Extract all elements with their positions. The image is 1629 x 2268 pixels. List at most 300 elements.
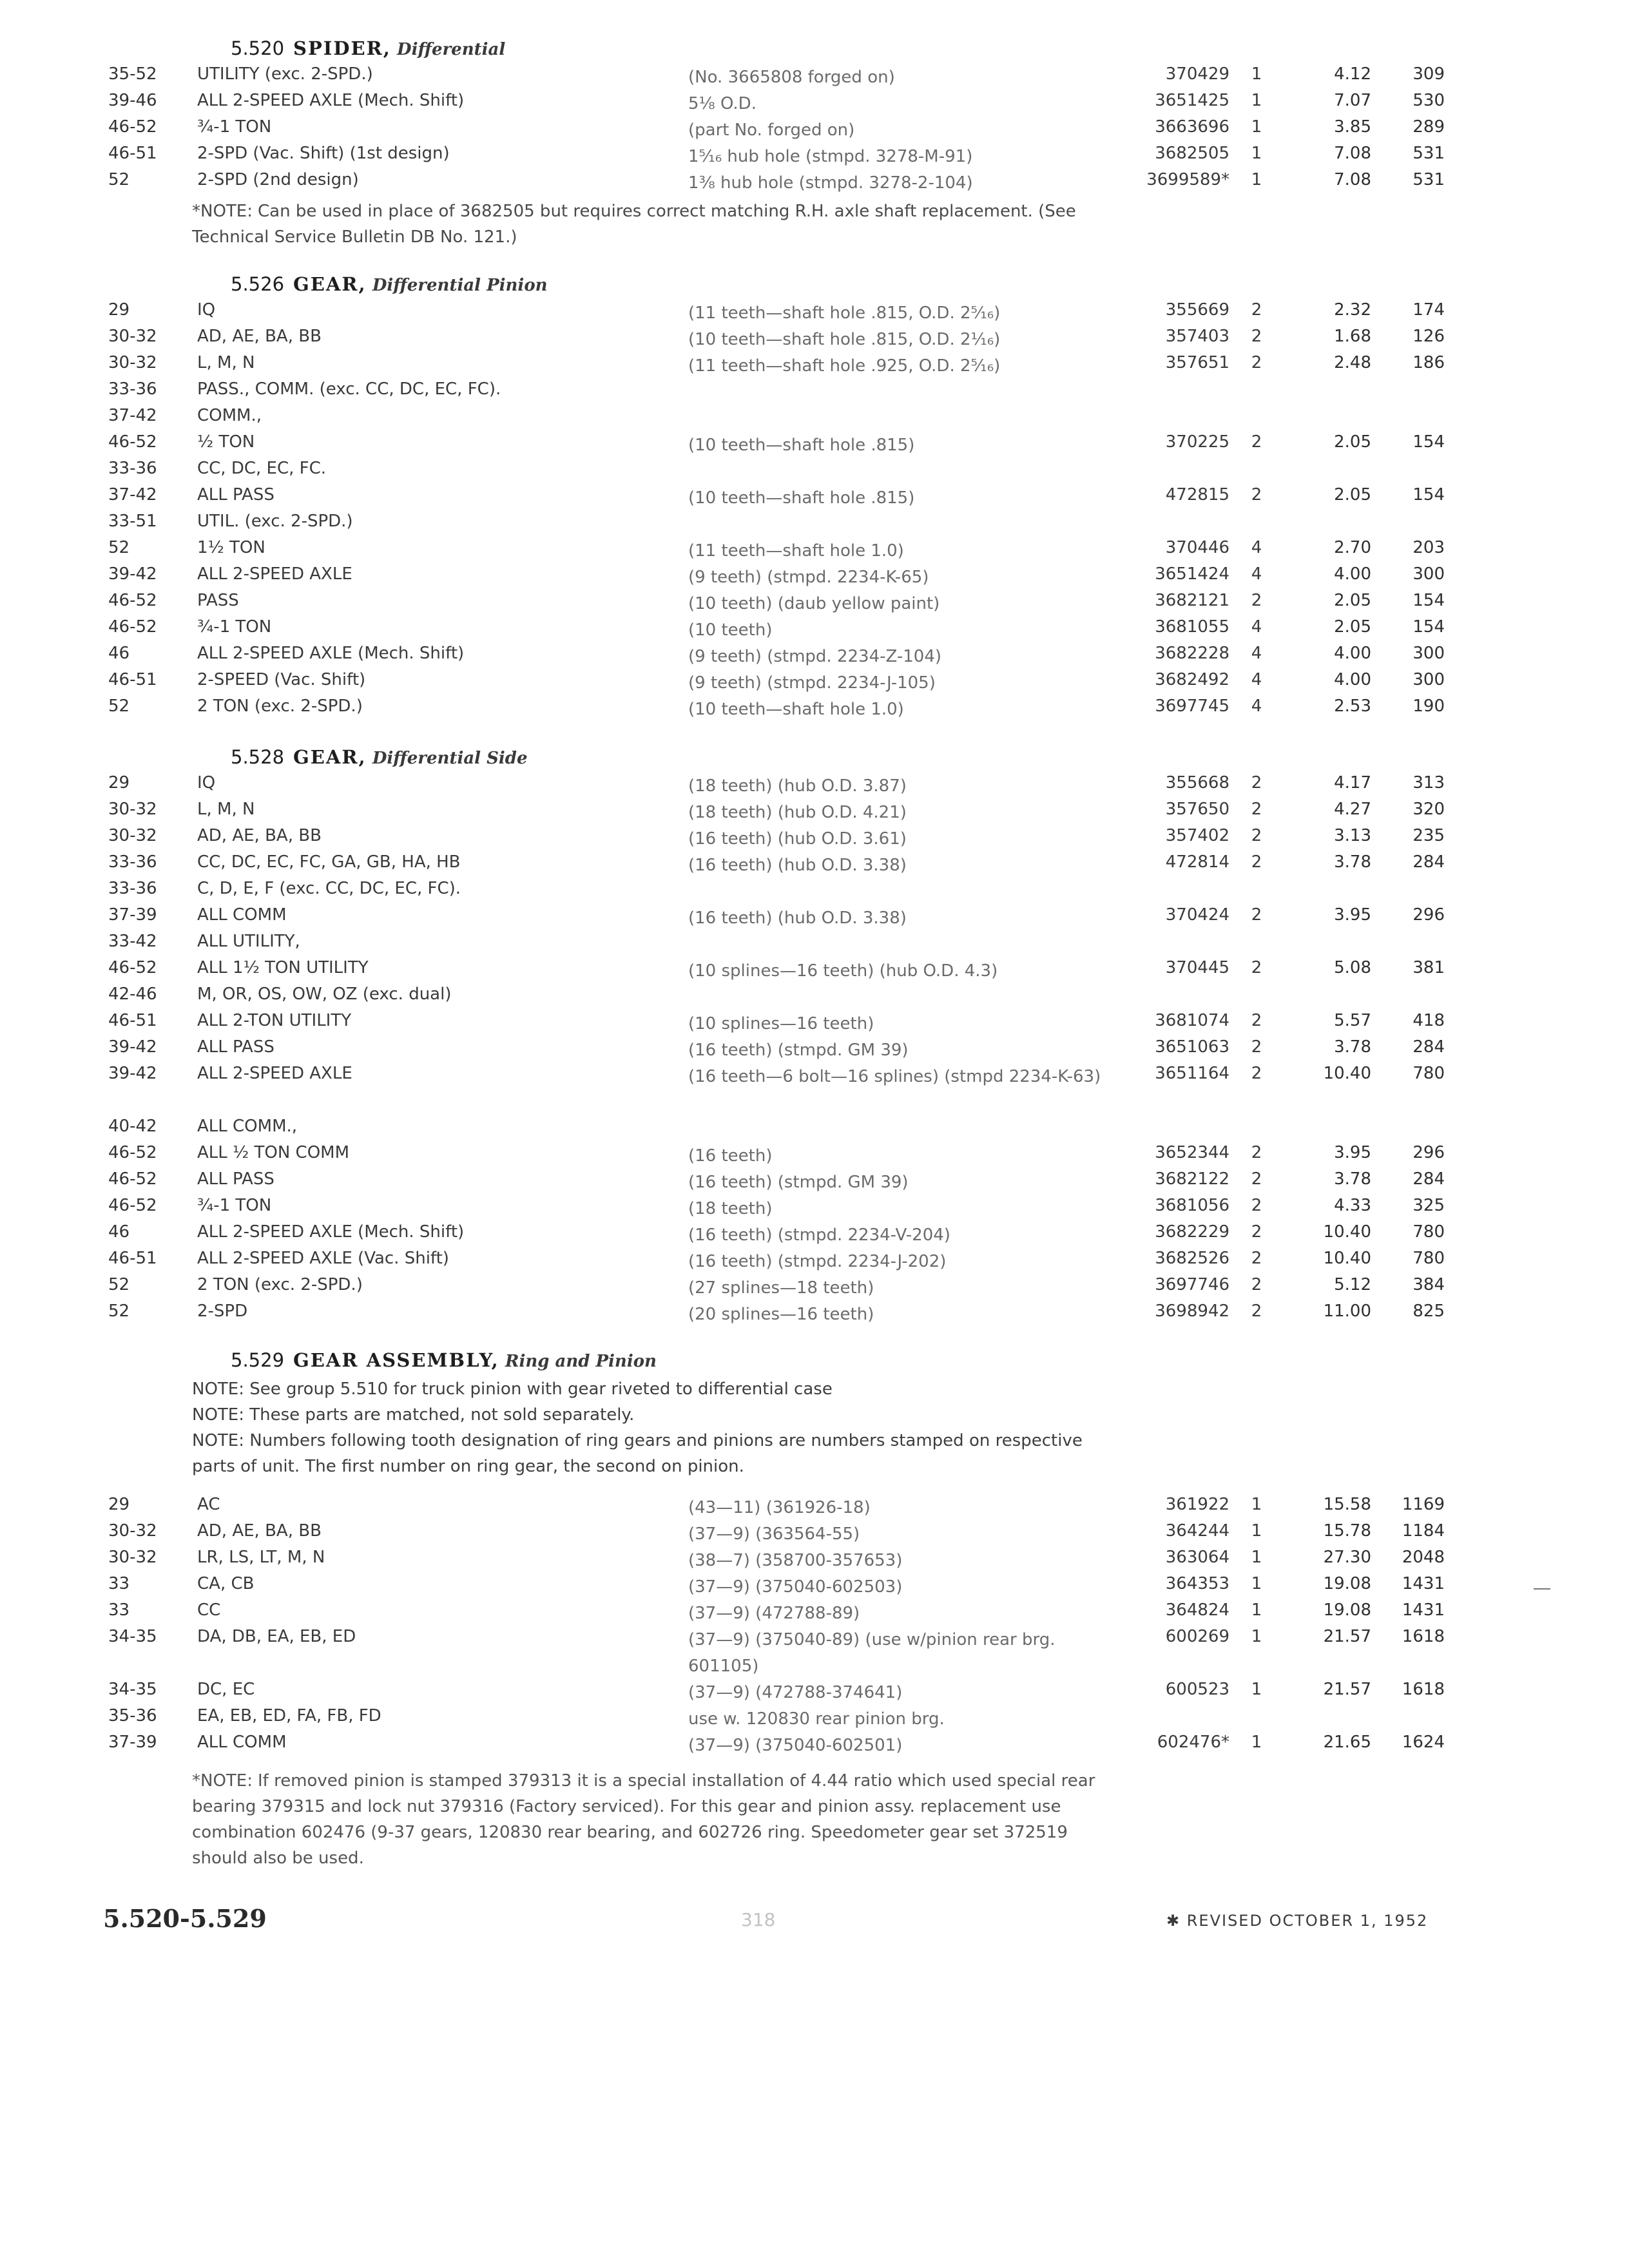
row-years: 46-52 (108, 617, 157, 637)
row-price: 3.13 (1334, 826, 1371, 845)
row-years: 39-42 (108, 1037, 157, 1057)
row-part-number: 370446 (1165, 538, 1229, 557)
table-row (0, 459, 1629, 485)
table-row (0, 144, 1629, 170)
row-years: 29 (108, 300, 130, 320)
row-part-number: 357402 (1165, 826, 1229, 845)
row-years: 35-52 (108, 64, 157, 84)
row-models: CC, DC, EC, FC, GA, GB, HA, HB (197, 852, 461, 872)
row-price: 10.40 (1323, 1222, 1371, 1242)
row-price: 2.05 (1334, 617, 1371, 637)
row-models: CC, DC, EC, FC. (197, 459, 327, 478)
row-list-price: 313 (1412, 773, 1445, 793)
row-part-number: 363064 (1165, 1548, 1229, 1567)
row-models: LR, LS, LT, M, N (197, 1548, 325, 1567)
row-list-price: 154 (1412, 617, 1445, 637)
row-description: (18 teeth) (hub O.D. 3.87) (688, 776, 907, 796)
section-number: 5.526 (231, 273, 285, 295)
table-row (0, 985, 1629, 1011)
row-description: (37—9) (375040-602501) (688, 1736, 903, 1755)
row-list-price: 203 (1412, 538, 1445, 557)
row-description: (part No. forged on) (688, 120, 855, 140)
row-models: AD, AE, BA, BB (197, 1521, 322, 1541)
row-models: ALL PASS (197, 485, 275, 505)
table-row (0, 1143, 1629, 1169)
row-quantity: 2 (1251, 905, 1262, 925)
row-quantity: 2 (1251, 958, 1262, 977)
row-models: AD, AE, BA, BB (197, 327, 322, 346)
row-quantity: 1 (1251, 91, 1262, 110)
table-row (0, 1574, 1629, 1600)
row-quantity: 1 (1251, 1548, 1262, 1567)
row-years: 42-46 (108, 985, 157, 1004)
row-part-number: 3682122 (1155, 1169, 1229, 1189)
row-models: ALL COMM., (197, 1117, 298, 1136)
row-years: 52 (108, 170, 130, 189)
row-years: 46 (108, 644, 130, 663)
row-price: 21.65 (1323, 1733, 1371, 1752)
row-part-number: 3699589* (1146, 170, 1229, 189)
row-years: 30-32 (108, 800, 157, 819)
row-part-number: 3697746 (1155, 1275, 1229, 1294)
row-quantity: 4 (1251, 617, 1262, 637)
row-list-price: 2048 (1402, 1548, 1445, 1567)
row-quantity: 1 (1251, 1495, 1262, 1514)
row-description: (10 teeth—shaft hole 1.0) (688, 700, 904, 719)
row-quantity: 2 (1251, 591, 1262, 610)
row-part-number: 370429 (1165, 64, 1229, 84)
row-quantity: 2 (1251, 800, 1262, 819)
table-row (0, 1600, 1629, 1627)
row-description: (9 teeth) (stmpd. 2234-K-65) (688, 568, 929, 587)
row-part-number: 355668 (1165, 773, 1229, 793)
row-years: 30-32 (108, 327, 157, 346)
row-part-number: 370424 (1165, 905, 1229, 925)
row-years: 37-42 (108, 485, 157, 505)
row-part-number: 602476* (1157, 1733, 1229, 1752)
row-models: ALL COMM (197, 1733, 287, 1752)
row-list-price: 154 (1412, 591, 1445, 610)
row-models: ALL 2-TON UTILITY (197, 1011, 352, 1030)
row-price: 4.33 (1334, 1196, 1371, 1215)
section-number: 5.520 (231, 37, 285, 59)
row-part-number: 364244 (1165, 1521, 1229, 1541)
table-row (0, 958, 1629, 985)
row-description: 1⅜ hub hole (stmpd. 3278-2-104) (688, 173, 973, 193)
row-list-price: 825 (1412, 1302, 1445, 1321)
row-list-price: 1169 (1402, 1495, 1445, 1514)
row-models: DC, EC (197, 1680, 255, 1699)
row-years: 35-36 (108, 1706, 157, 1725)
row-description: (16 teeth) (stmpd. 2234-V-204) (688, 1225, 950, 1245)
row-years: 30-32 (108, 1521, 157, 1541)
row-price: 19.08 (1323, 1574, 1371, 1593)
row-models: AC (197, 1495, 220, 1514)
row-price: 2.05 (1334, 432, 1371, 452)
row-part-number: 3682121 (1155, 591, 1229, 610)
row-price: 4.12 (1334, 64, 1371, 84)
row-price: 4.00 (1334, 670, 1371, 689)
row-years: 37-39 (108, 905, 157, 925)
row-quantity: 4 (1251, 644, 1262, 663)
row-years: 33-51 (108, 512, 157, 531)
table-row (0, 1521, 1629, 1548)
row-part-number: 472814 (1165, 852, 1229, 872)
row-models: C, D, E, F (exc. CC, DC, EC, FC). (197, 879, 461, 898)
table-row (0, 485, 1629, 512)
row-quantity: 2 (1251, 1196, 1262, 1215)
row-years: 37-39 (108, 1733, 157, 1752)
row-models: IQ (197, 300, 216, 320)
row-list-price: 1184 (1402, 1521, 1445, 1541)
table-row (0, 800, 1629, 826)
table-row (0, 1064, 1629, 1117)
row-years: 46-51 (108, 1249, 157, 1268)
row-description: (10 teeth—shaft hole .815, O.D. 2¹⁄₁₆) (688, 330, 1001, 349)
note-line: NOTE: Numbers following tooth designation of ring gears and pinions are numbers stamped on respective parts of unit. The first number on ring gear, the second on pinion. (192, 1431, 1083, 1476)
section-name: GEAR, (293, 273, 367, 295)
row-price: 3.78 (1334, 852, 1371, 872)
row-list-price: 384 (1412, 1275, 1445, 1294)
table-row (0, 1706, 1629, 1733)
row-years: 46 (108, 1222, 130, 1242)
row-quantity: 1 (1251, 1600, 1262, 1620)
table-row (0, 1169, 1629, 1196)
row-description: (11 teeth—shaft hole 1.0) (688, 541, 904, 561)
row-models: CC (197, 1600, 221, 1620)
table-row (0, 644, 1629, 670)
row-list-price: 284 (1412, 1169, 1445, 1189)
row-price: 3.78 (1334, 1169, 1371, 1189)
row-price: 1.68 (1334, 327, 1371, 346)
row-description: (37—9) (375040-89) (use w/pinion rear brg. 601105) (688, 1630, 1055, 1676)
row-quantity: 4 (1251, 564, 1262, 584)
row-description: (16 teeth) (hub O.D. 3.38) (688, 856, 907, 875)
row-description: (27 splines—18 teeth) (688, 1278, 874, 1298)
row-part-number: 3681056 (1155, 1196, 1229, 1215)
row-price: 5.08 (1334, 958, 1371, 977)
row-years: 39-42 (108, 564, 157, 584)
row-price: 11.00 (1323, 1302, 1371, 1321)
row-list-price: 418 (1412, 1011, 1445, 1030)
row-price: 21.57 (1323, 1627, 1371, 1646)
row-part-number: 3697745 (1155, 697, 1229, 716)
row-part-number: 3651164 (1155, 1064, 1229, 1083)
row-price: 3.78 (1334, 1037, 1371, 1057)
note-text: Can be used in place of 3682505 but requires correct matching R.H. axle shaft replacement. (See Technical Service Bulletin DB No. 121.) (192, 202, 1076, 247)
row-years: 39-46 (108, 91, 157, 110)
row-models: 2-SPD (197, 1302, 248, 1321)
row-list-price: 531 (1412, 144, 1445, 163)
row-description: (43—11) (361926-18) (688, 1498, 871, 1517)
section-number: 5.529 (231, 1349, 285, 1371)
table-row (0, 670, 1629, 697)
row-part-number: 600523 (1165, 1680, 1229, 1699)
footnote (192, 198, 1107, 250)
row-list-price: 531 (1412, 170, 1445, 189)
row-list-price: 780 (1412, 1064, 1445, 1083)
row-list-price: 154 (1412, 432, 1445, 452)
row-quantity: 2 (1251, 826, 1262, 845)
row-models: AD, AE, BA, BB (197, 826, 322, 845)
row-models: L, M, N (197, 800, 255, 819)
section-number: 5.528 (231, 746, 285, 768)
table-row (0, 773, 1629, 800)
row-list-price: 530 (1412, 91, 1445, 110)
row-models: ALL UTILITY, (197, 932, 300, 951)
row-description: (11 teeth—shaft hole .815, O.D. 2⁵⁄₁₆) (688, 303, 1001, 323)
row-price: 2.32 (1334, 300, 1371, 320)
row-part-number: 3682229 (1155, 1222, 1229, 1242)
section-notes (0, 1376, 1629, 1479)
row-description: 1⁵⁄₁₆ hub hole (stmpd. 3278-M-91) (688, 147, 973, 166)
row-part-number: 3651425 (1155, 91, 1229, 110)
row-part-number: 361922 (1165, 1495, 1229, 1514)
row-description: (37—9) (472788-89) (688, 1604, 860, 1623)
row-quantity: 1 (1251, 64, 1262, 84)
table-row (0, 1249, 1629, 1275)
row-list-price: 1618 (1402, 1680, 1445, 1699)
row-list-price: 296 (1412, 905, 1445, 925)
table-row (0, 1275, 1629, 1302)
row-description: (10 splines—16 teeth) (hub O.D. 4.3) (688, 961, 998, 981)
row-description: 5⅛ O.D. (688, 94, 757, 113)
row-description: (9 teeth) (stmpd. 2234-Z-104) (688, 647, 942, 666)
table-row (0, 932, 1629, 958)
row-part-number: 357650 (1165, 800, 1229, 819)
row-description: (16 teeth) (stmpd. GM 39) (688, 1173, 909, 1192)
row-price: 7.08 (1334, 144, 1371, 163)
section-subtitle: Differential (397, 40, 506, 59)
parts-table (0, 64, 1629, 197)
row-price: 10.40 (1323, 1249, 1371, 1268)
row-price: 2.70 (1334, 538, 1371, 557)
row-description: (10 teeth) (daub yellow paint) (688, 594, 940, 613)
row-quantity: 1 (1251, 1733, 1262, 1752)
note-line: NOTE: See group 5.510 for truck pinion with gear riveted to differential case (192, 1379, 833, 1399)
row-quantity: 1 (1251, 1574, 1262, 1593)
row-list-price: 126 (1412, 327, 1445, 346)
row-models: CA, CB (197, 1574, 255, 1593)
table-row (0, 617, 1629, 644)
row-price: 2.48 (1334, 353, 1371, 372)
row-price: 4.00 (1334, 564, 1371, 584)
row-years: 46-51 (108, 670, 157, 689)
table-row (0, 564, 1629, 591)
row-models: 2-SPEED (Vac. Shift) (197, 670, 366, 689)
row-part-number: 3682228 (1155, 644, 1229, 663)
row-list-price: 1624 (1402, 1733, 1445, 1752)
row-price: 10.40 (1323, 1064, 1371, 1083)
row-models: 2 TON (exc. 2-SPD.) (197, 1275, 363, 1294)
row-price: 4.00 (1334, 644, 1371, 663)
table-row (0, 353, 1629, 380)
row-part-number: 3681074 (1155, 1011, 1229, 1030)
row-part-number: 357651 (1165, 353, 1229, 372)
row-price: 4.17 (1334, 773, 1371, 793)
note-text: If removed pinion is stamped 379313 it is a special installation of 4.44 ratio which used special rear bearing 379315 and lock nut 379316 (Factory serviced). For this gear and pinion assy. replacement use combination 602476 (9-37 gears, 120830 rear bearing, and 602726 ring. Speedometer gear set 372519 should also be used. (192, 1771, 1095, 1868)
section-title (231, 273, 548, 295)
row-list-price: 300 (1412, 564, 1445, 584)
row-quantity: 2 (1251, 773, 1262, 793)
table-row (0, 1680, 1629, 1706)
row-price: 7.07 (1334, 91, 1371, 110)
table-row (0, 380, 1629, 406)
table-row (0, 538, 1629, 564)
row-years: 52 (108, 1302, 130, 1321)
row-models: 2-SPD (Vac. Shift) (1st design) (197, 144, 450, 163)
row-price: 15.78 (1323, 1521, 1371, 1541)
row-models: ALL 2-SPEED AXLE (Mech. Shift) (197, 644, 465, 663)
row-years: 46-51 (108, 1011, 157, 1030)
parts-table (0, 1495, 1629, 1759)
row-description: (16 teeth—6 bolt—16 splines) (stmpd 2234-K-63) (688, 1067, 1101, 1086)
row-description: (20 splines—16 teeth) (688, 1305, 874, 1324)
row-quantity: 1 (1251, 1680, 1262, 1699)
row-models: PASS., COMM. (exc. CC, DC, EC, FC). (197, 380, 501, 399)
row-quantity: 2 (1251, 1169, 1262, 1189)
row-list-price: 780 (1412, 1222, 1445, 1242)
table-row (0, 1302, 1629, 1328)
row-quantity: 1 (1251, 1627, 1262, 1646)
row-years: 46-52 (108, 1169, 157, 1189)
row-part-number: 3682492 (1155, 670, 1229, 689)
table-row (0, 879, 1629, 905)
row-years: 46-52 (108, 117, 157, 137)
row-models: 2-SPD (2nd design) (197, 170, 359, 189)
row-list-price: 1431 (1402, 1574, 1445, 1593)
row-description: use w. 120830 rear pinion brg. (688, 1709, 945, 1729)
row-models: ALL ½ TON COMM (197, 1143, 350, 1162)
note-label: *NOTE: (192, 202, 253, 221)
row-models: DA, DB, EA, EB, ED (197, 1627, 356, 1646)
row-description: (37—9) (363564-55) (688, 1524, 860, 1544)
row-price: 5.57 (1334, 1011, 1371, 1030)
section-name: SPIDER, (293, 37, 391, 59)
row-description: (16 teeth) (hub O.D. 3.38) (688, 908, 907, 928)
row-list-price: 186 (1412, 353, 1445, 372)
section-title (231, 746, 527, 768)
row-quantity: 2 (1251, 1222, 1262, 1242)
row-quantity: 4 (1251, 538, 1262, 557)
row-models: ALL 2-SPEED AXLE (Vac. Shift) (197, 1249, 449, 1268)
row-years: 34-35 (108, 1627, 157, 1646)
row-part-number: 3682526 (1155, 1249, 1229, 1268)
row-list-price: 325 (1412, 1196, 1445, 1215)
row-years: 52 (108, 538, 130, 557)
row-quantity: 1 (1251, 144, 1262, 163)
table-row (0, 852, 1629, 879)
row-models: ALL COMM (197, 905, 287, 925)
row-part-number: 3663696 (1155, 117, 1229, 137)
row-description: (16 teeth) (688, 1146, 773, 1166)
row-part-number: 370445 (1165, 958, 1229, 977)
table-row (0, 64, 1629, 91)
row-years: 30-32 (108, 353, 157, 372)
table-row (0, 1733, 1629, 1759)
row-list-price: 1431 (1402, 1600, 1445, 1620)
note-line: NOTE: These parts are matched, not sold separately. (192, 1405, 635, 1425)
row-years: 46-52 (108, 1143, 157, 1162)
row-description: (10 teeth) (688, 620, 773, 640)
row-years: 30-32 (108, 1548, 157, 1567)
row-description: (10 teeth—shaft hole .815) (688, 488, 915, 508)
row-list-price: 284 (1412, 1037, 1445, 1057)
row-price: 2.53 (1334, 697, 1371, 716)
table-row (0, 1548, 1629, 1574)
table-row (0, 591, 1629, 617)
row-years: 52 (108, 1275, 130, 1294)
row-price: 3.95 (1334, 1143, 1371, 1162)
row-list-price: 174 (1412, 300, 1445, 320)
row-quantity: 2 (1251, 1037, 1262, 1057)
row-quantity: 2 (1251, 432, 1262, 452)
row-list-price: 284 (1412, 852, 1445, 872)
row-list-price: 190 (1412, 697, 1445, 716)
row-models: ¾-1 TON (197, 1196, 272, 1215)
row-years: 33-36 (108, 852, 157, 872)
row-models: M, OR, OS, OW, OZ (exc. dual) (197, 985, 452, 1004)
row-list-price: 320 (1412, 800, 1445, 819)
row-quantity: 2 (1251, 1302, 1262, 1321)
row-price: 3.85 (1334, 117, 1371, 137)
section-name: GEAR, (293, 746, 367, 768)
row-part-number: 3652344 (1155, 1143, 1229, 1162)
row-years: 33 (108, 1600, 130, 1620)
row-quantity: 1 (1251, 170, 1262, 189)
row-models: UTIL. (exc. 2-SPD.) (197, 512, 353, 531)
row-description: (9 teeth) (stmpd. 2234-J-105) (688, 673, 936, 693)
row-list-price: 154 (1412, 485, 1445, 505)
row-description: (10 teeth—shaft hole .815) (688, 436, 915, 455)
section-subtitle: Ring and Pinion (505, 1352, 657, 1371)
row-quantity: 2 (1251, 353, 1262, 372)
row-price: 15.58 (1323, 1495, 1371, 1514)
row-years: 46-52 (108, 591, 157, 610)
row-models: ALL 2-SPEED AXLE (Mech. Shift) (197, 91, 465, 110)
row-years: 46-52 (108, 958, 157, 977)
row-years: 46-52 (108, 1196, 157, 1215)
table-row (0, 512, 1629, 538)
row-list-price: 235 (1412, 826, 1445, 845)
row-years: 33-36 (108, 459, 157, 478)
row-models: 1½ TON (197, 538, 265, 557)
note-label: *NOTE: (192, 1771, 253, 1791)
row-list-price: 381 (1412, 958, 1445, 977)
row-quantity: 2 (1251, 852, 1262, 872)
row-models: ½ TON (197, 432, 255, 452)
margin-mark (1534, 1588, 1550, 1590)
row-part-number: 370225 (1165, 432, 1229, 452)
row-models: ALL 1½ TON UTILITY (197, 958, 369, 977)
row-description: (38—7) (358700-357653) (688, 1551, 903, 1570)
row-years: 46-51 (108, 144, 157, 163)
row-part-number: 364824 (1165, 1600, 1229, 1620)
section-subtitle: Differential Pinion (372, 276, 548, 295)
row-models: L, M, N (197, 353, 255, 372)
row-quantity: 2 (1251, 1011, 1262, 1030)
row-models: 2 TON (exc. 2-SPD.) (197, 697, 363, 716)
row-models: ALL 2-SPEED AXLE (Mech. Shift) (197, 1222, 465, 1242)
row-quantity: 2 (1251, 1249, 1262, 1268)
row-models: UTILITY (exc. 2-SPD.) (197, 64, 373, 84)
row-description: (11 teeth—shaft hole .925, O.D. 2⁵⁄₁₆) (688, 356, 1001, 376)
page-footer (0, 1904, 1629, 1936)
table-row (0, 826, 1629, 852)
row-models: ALL PASS (197, 1037, 275, 1057)
table-row (0, 327, 1629, 353)
parts-table (0, 773, 1629, 1328)
